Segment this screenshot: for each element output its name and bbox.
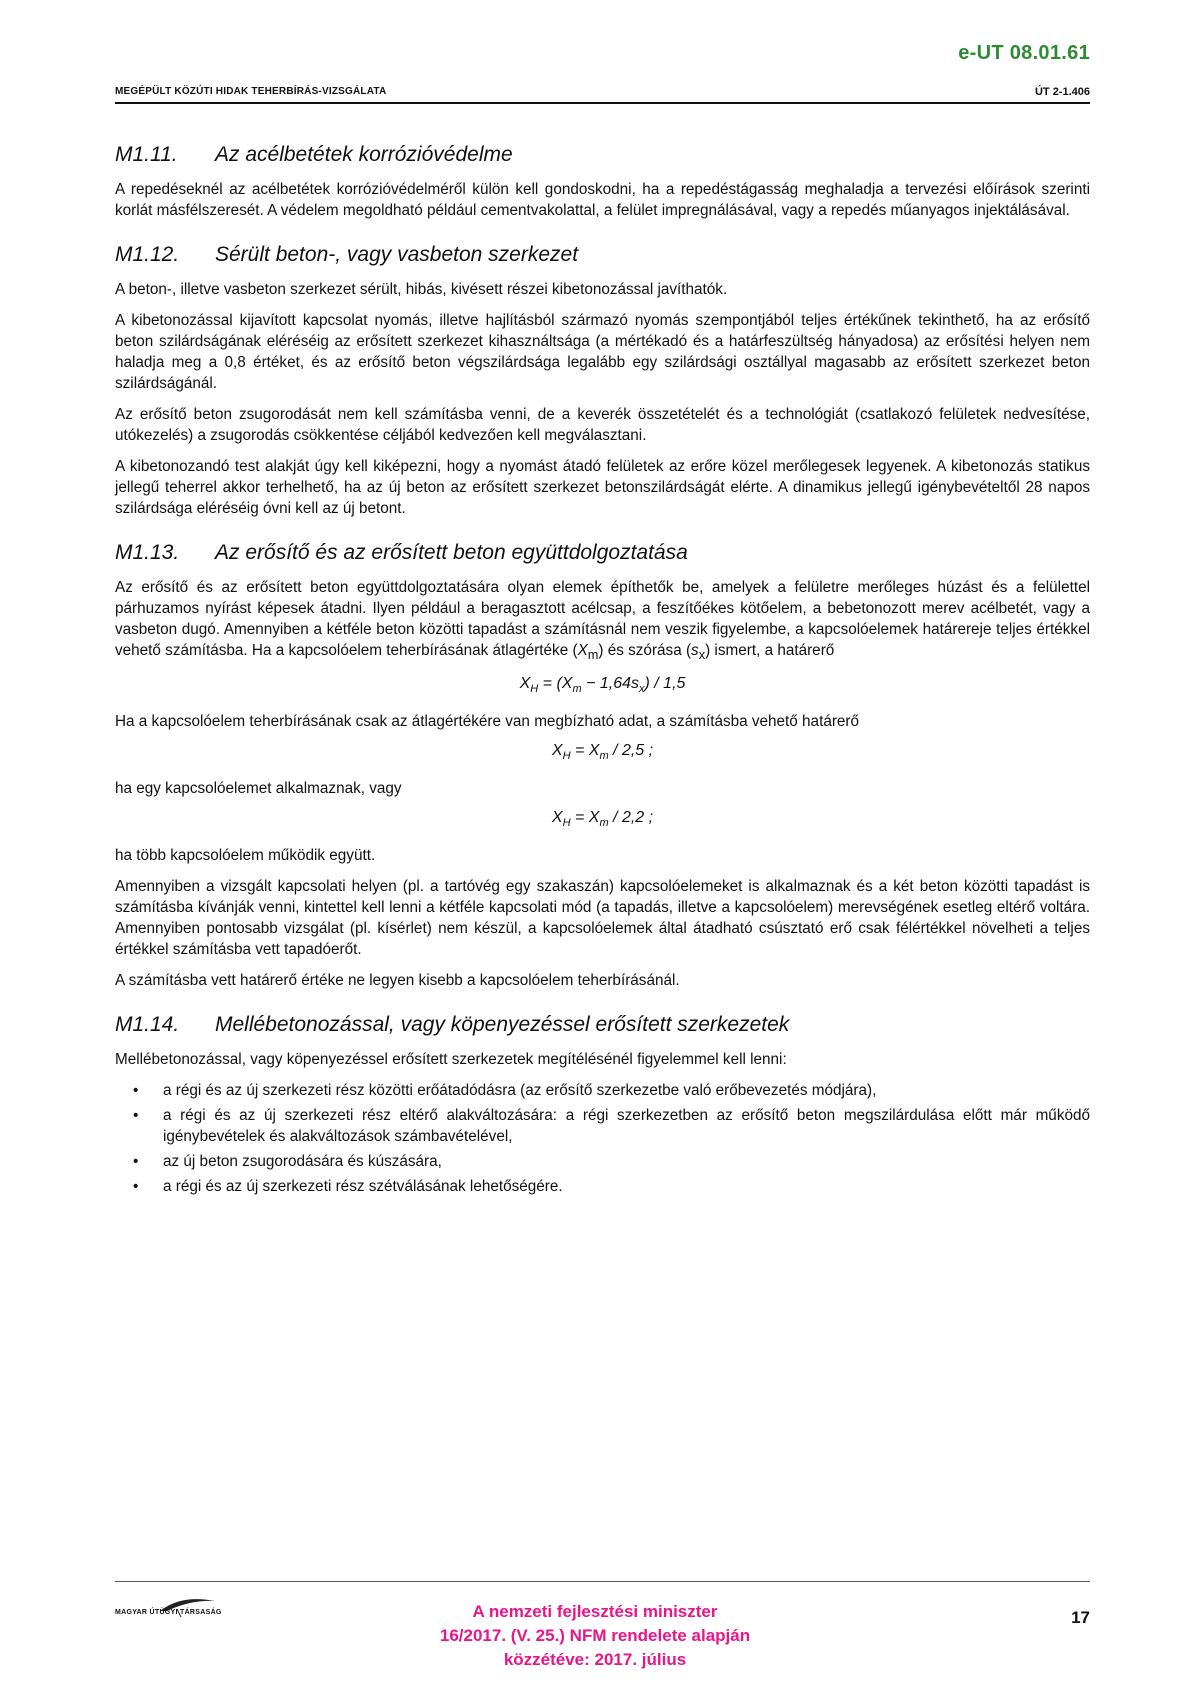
- footer-line-3: közzétéve: 2017. július: [503, 1650, 687, 1669]
- section-title: Sérült beton-, vagy vasbeton szerkezet: [215, 243, 579, 266]
- paragraph: A kibetonozással kijavított kapcsolat nyomás, illetve hajlításból származó nyomás szempontjából teljes értékűnek tekinthető, ha az erősítő beton szilárdságának eléréséig az erősített szerkezet kihasználtsága (a mértékadó és a határfeszültség hányadosa) az erősítési helyen nem haladja meg a 0,8 értéket, és az erősítő beton végszilárdsága legalább egy szilárdsági osztállyal magasabb az erősített szerkezet beton szilárdságánál.: [115, 312, 1090, 392]
- bullet-icon: •: [133, 1178, 139, 1196]
- document-code: e-UT 08.01.61: [958, 42, 1090, 64]
- list-item: • a régi és az új szerkezeti rész eltérő alakváltozására: a régi szerkezetben az erősítő beton megszilárdulása előtt már működő igénybevételek és alakváltozások számbavételével,: [133, 1107, 1090, 1146]
- paragraph: Ha a kapcsolóelem teherbírásának csak az átlagértékére van megbízható adat, a számításba vehető határerő: [115, 713, 860, 731]
- formula-limit-force: $X_H = (X_m - 1,64s_x) / 1,5$: [519, 675, 686, 696]
- section-number: M1.14.: [115, 1013, 180, 1037]
- bullet-icon: •: [133, 1082, 139, 1100]
- bullet-icon: •: [133, 1153, 139, 1171]
- running-header-title: MEGÉPÜLT KÖZÚTI HIDAK TEHERBÍRÁS-VIZSGÁLATA: [115, 86, 387, 97]
- section-heading-m1-13: [115, 541, 1090, 565]
- section-heading-m1-14: [115, 1013, 1090, 1037]
- paragraph: Az erősítő beton zsugorodását nem kell számításba venni, de a keverék összetételét és a technológiát (csatlakozó felületek nedvesítése, utókezelés) a zsugorodás csökkentése céljából kedvezően kell megválasztani.: [115, 406, 1090, 444]
- footer-rule: [115, 1581, 1090, 1582]
- paragraph: Amennyiben a vizsgált kapcsolati helyen (pl. a tartóvég egy szakaszán) kapcsolóelemeket is alkalmaznak és a két beton közötti tapadást is számításba kívánják venni, kintettel kell lenni a kétféle kapcsolati mód (a tapadás, illetve a kapcsolóelem) merevségének esetleg eltérő voltára. Amennyiben pontosabb vizsgálat (pl. kísérlet) nem készül, a kapcsolóelemek által átadható csúsztató erő csak félértékkel növelheti a teljes értékkel számításba vett tapadóerőt.: [115, 878, 1090, 959]
- formula-single-element: $X_H = X_m / 2,5$ ;: [551, 742, 654, 763]
- section-number: M1.12.: [115, 243, 180, 266]
- list-item: • az új beton zsugorodására és kúszására,: [133, 1153, 442, 1171]
- publisher-logo: [115, 1595, 265, 1625]
- paragraph: Az erősítő és az erősített beton együttdolgoztatására olyan elemek építhetők be, amelyek a felületre merőleges húzást és a felülettel párhuzamos nyírást képesek átadni. Ilyen például a beragasztott acélcsap, a feszítőékes kötőelem, a bebetonozott merev acélbetét, vagy a vasbeton dugó. Amennyiben a kétféle beton közötti tapadást a számításnál nem veszik figyelembe, a kapcsolóelemek határereje teljes értékkel vehető számításba. Ha a kapcsolóelem teherbírásának átlagértéke $(X_m)$ és szórása $(s_x)$ ismert, a határerő: [115, 579, 1090, 663]
- paragraph: ha több kapcsolóelem működik együtt.: [115, 847, 376, 865]
- bullet-icon: •: [133, 1107, 139, 1125]
- formula-multiple-elements: $X_H = X_m / 2,2$ ;: [551, 809, 654, 830]
- logo-text: MAGYAR ÚTÜGYI TÁRSASÁG: [115, 1609, 222, 1616]
- section-title: Az acélbetétek korrózióvédelme: [215, 143, 513, 166]
- paragraph: Mellébetonozással, vagy köpenyezéssel erősített szerkezetek megítélésénél figyelemmel kell lenni:: [115, 1051, 787, 1069]
- section-title: Az erősítő és az erősített beton együttdolgoztatása: [215, 541, 688, 564]
- paragraph: ha egy kapcsolóelemet alkalmaznak, vagy: [115, 780, 402, 798]
- paragraph: A beton-, illetve vasbeton szerkezet sérült, hibás, kivésett részei kibetonozással javíthatók.: [115, 281, 728, 298]
- footer-line-2: 16/2017. (V. 25.) NFM rendelete alapján: [439, 1626, 751, 1645]
- paragraph: A számításba vett határerő értéke ne legyen kisebb a kapcsolóelem teherbírásánál.: [115, 972, 680, 990]
- footer-publication-note: [395, 1600, 795, 1672]
- list-item: • a régi és az új szerkezeti rész szétválásának lehetőségére.: [133, 1178, 563, 1196]
- bullet-list: [115, 1080, 1090, 1197]
- section-heading-m1-11: [115, 143, 1090, 167]
- list-item: • a régi és az új szerkezeti rész közötti erőátadódásra (az erősítő szerkezetbe való erőbevezetés módjára),: [133, 1082, 877, 1100]
- page-content: [115, 143, 1090, 1201]
- section-heading-m1-12: [115, 243, 1090, 267]
- paragraph: A repedéseknél az acélbetétek korrózióvédelméről külön kell gondoskodni, ha a repedéstágasság meghaladja a tervezési előírások szerinti korlát másfélszeresét. A védelem megoldható például cementvakolattal, a felület impregnálásával, vagy a repedés műanyagos injektálásával.: [115, 181, 1090, 219]
- footer-line-1: A nemzeti fejlesztési miniszter: [472, 1602, 718, 1621]
- section-title: Mellébetonozással, vagy köpenyezéssel erősített szerkezetek: [215, 1013, 790, 1037]
- running-header-code: ÚT 2-1.406: [1034, 86, 1090, 98]
- header-rule: [115, 102, 1090, 104]
- section-number: M1.11.: [115, 143, 178, 166]
- paragraph: A kibetonozandó test alakját úgy kell kiképezni, hogy a nyomást átadó felületek az erőre közel merőlegesek legyenek. A kibetonozás statikus jellegű teherrel akkor terhelhető, ha az új beton az erősített szerkezet betonszilárdságát elérte. A dinamikus jellegű igénybevételtől 28 napos szilárdsága eléréséig óvni kell az új betont.: [115, 458, 1090, 517]
- page-number: 17: [1071, 1608, 1090, 1627]
- section-number: M1.13.: [115, 541, 180, 564]
